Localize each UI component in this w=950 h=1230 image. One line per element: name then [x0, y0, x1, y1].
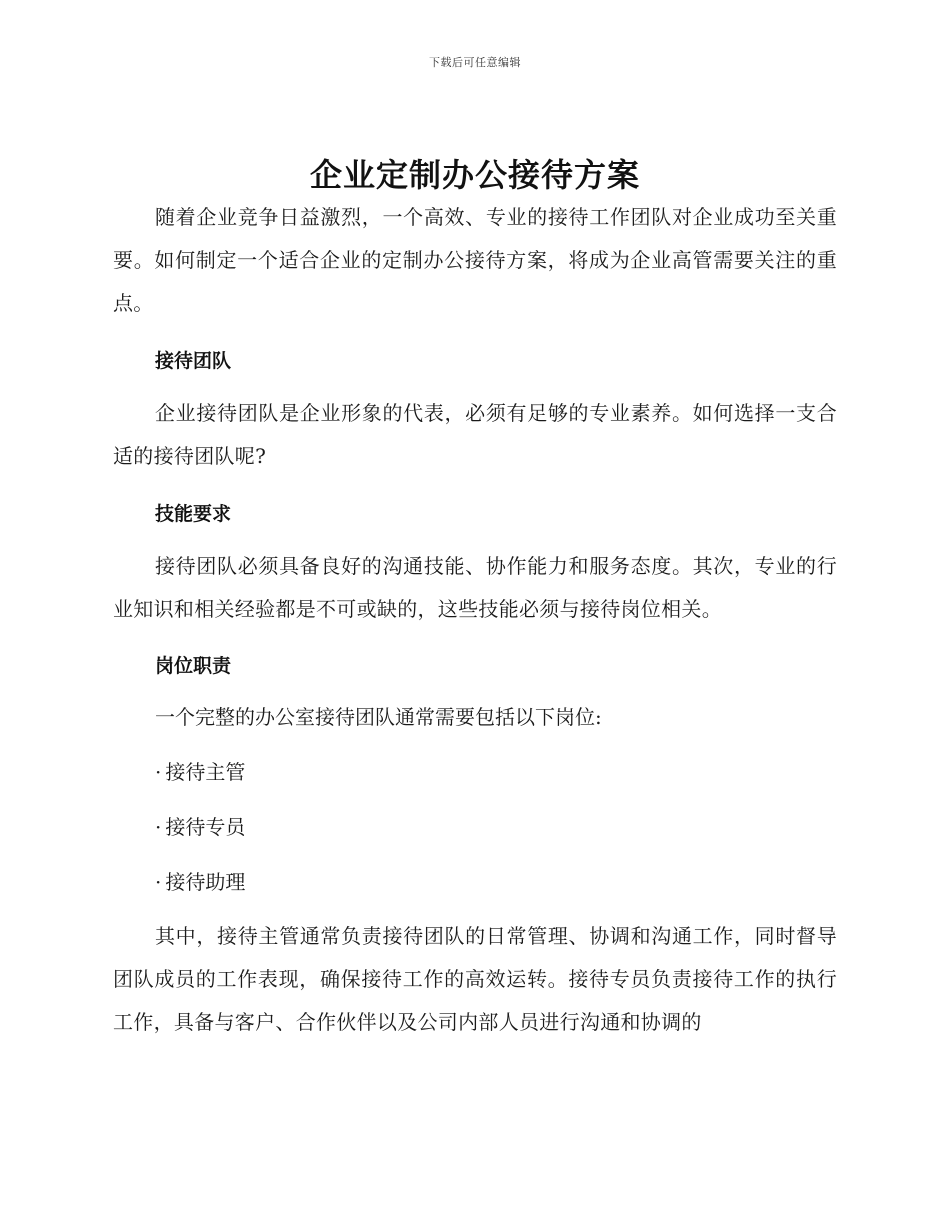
document-title: 企业定制办公接待方案	[309, 156, 640, 194]
duties-paragraph	[113, 915, 837, 1044]
team-paragraph	[113, 392, 837, 478]
header-note: 下载后可任意编辑	[429, 56, 521, 69]
section-heading-skills: 技能要求	[155, 503, 232, 525]
bullet-dot: ·	[155, 760, 162, 784]
duties-intro: 一个完整的办公室接待团队通常需要包括以下岗位:	[155, 705, 602, 729]
intro-text: 随着企业竞争日益激烈，一个高效、专业的接待工作团队对企业成功至关重要。如何制定一个适合企业的定制办公接待方案，将成为企业高管需要关注的重点。	[113, 205, 837, 315]
list-item-label: 接待专员	[165, 815, 246, 839]
intro-paragraph	[113, 196, 837, 325]
list-item	[155, 867, 245, 897]
skills-text: 接待团队必须具备良好的沟通技能、协作能力和服务态度。其次，专业的行业知识和相关经验都是不可或缺的，这些技能必须与接待岗位相关。	[113, 554, 837, 621]
bullet-dot: ·	[155, 815, 162, 839]
team-text: 企业接待团队是企业形象的代表，必须有足够的专业素养。如何选择一支合适的接待团队呢?	[113, 401, 837, 468]
list-item-label: 接待主管	[165, 760, 246, 784]
skills-paragraph	[113, 545, 837, 631]
duties-text: 其中，接待主管通常负责接待团队的日常管理、协调和沟通工作，同时督导团队成员的工作表现，确保接待工作的高效运转。接待专员负责接待工作的执行工作，具备与客户、合作伙伴以及公司内部人员进行沟通和协调的	[113, 924, 837, 1034]
list-item	[155, 757, 245, 787]
list-item	[155, 812, 245, 842]
bullet-dot: ·	[155, 870, 162, 894]
section-heading-team: 接待团队	[155, 350, 232, 372]
section-heading-duties: 岗位职责	[155, 655, 232, 677]
list-item-label: 接待助理	[165, 870, 246, 894]
